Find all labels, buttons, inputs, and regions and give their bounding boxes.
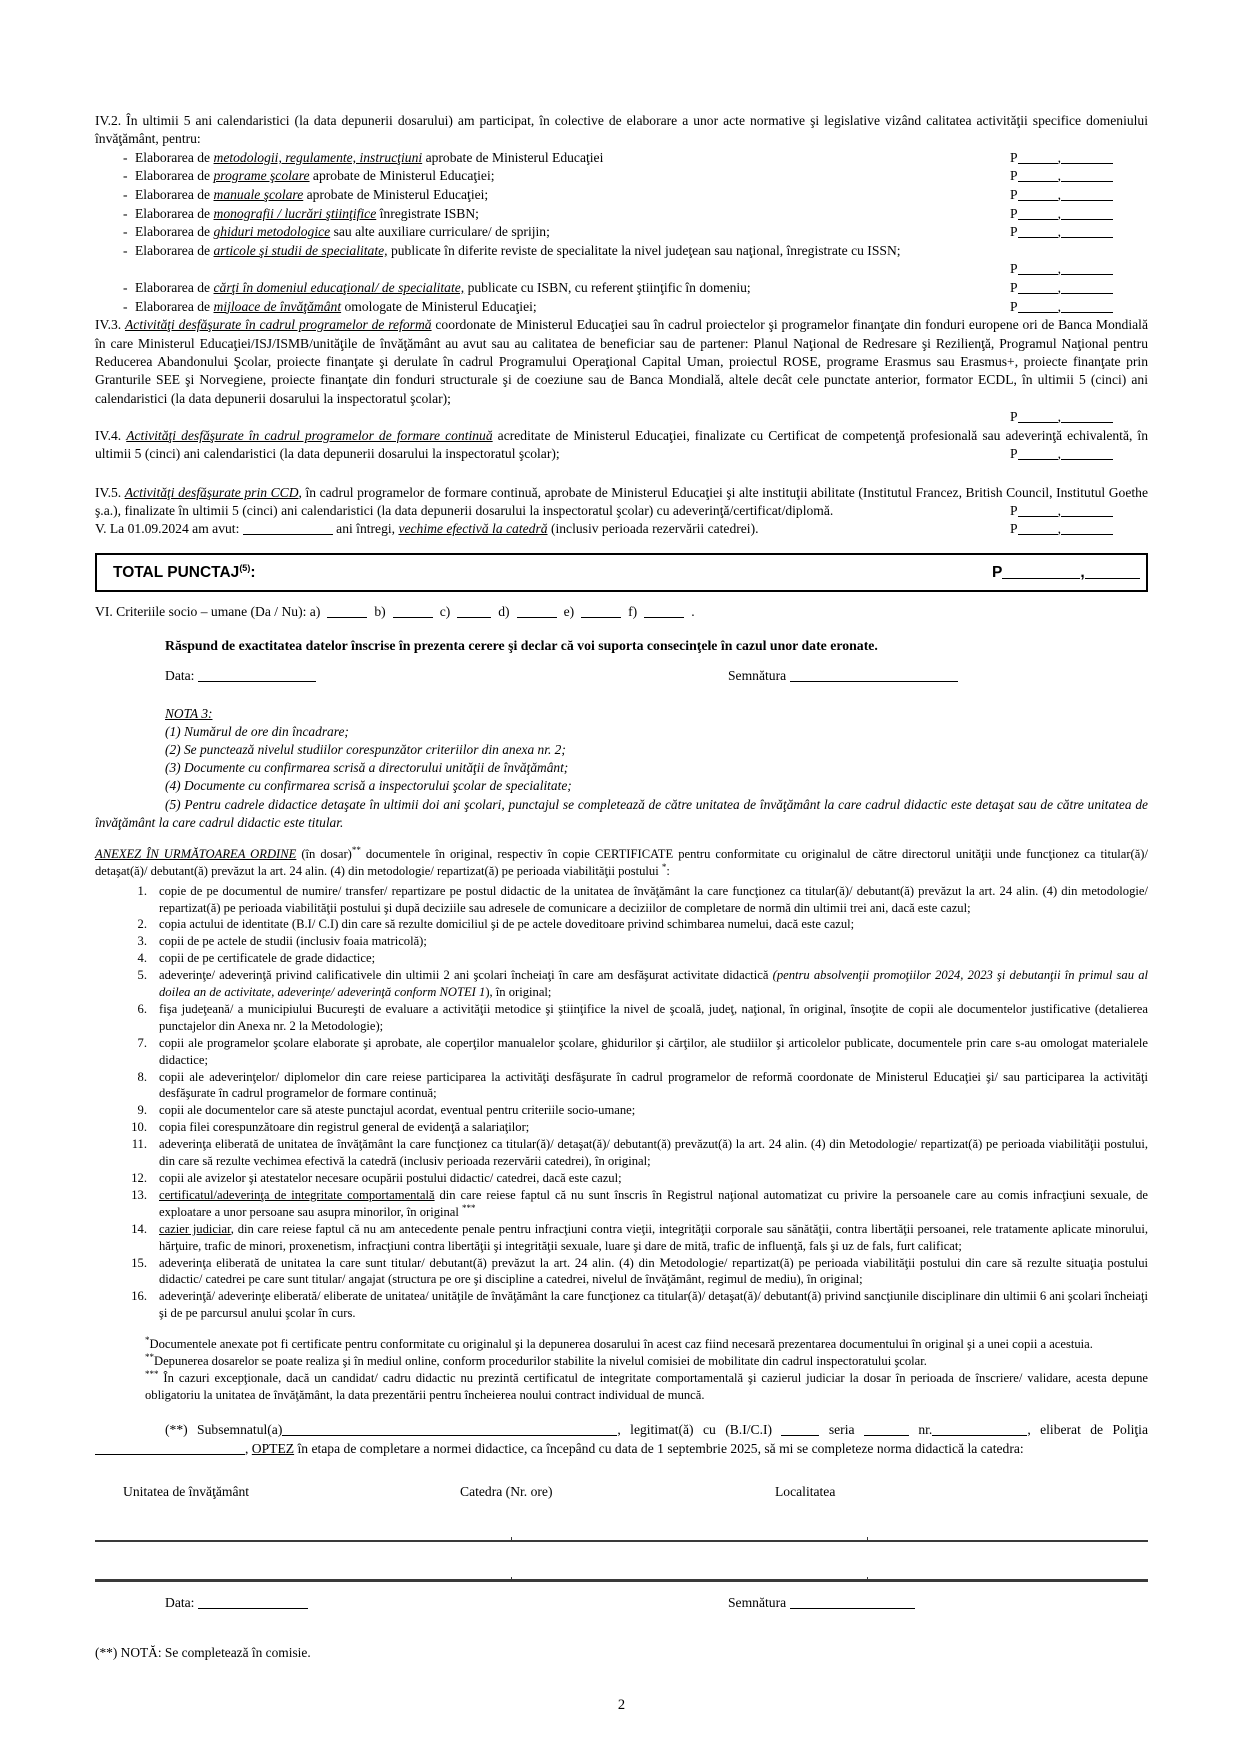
nota3-item: (1) Numărul de ore din încadrare; bbox=[165, 723, 349, 739]
item-emphasis: articole şi studii de specialitate, bbox=[213, 242, 388, 258]
score-field bbox=[1010, 205, 1148, 224]
comma: , bbox=[1057, 521, 1061, 537]
line-vi-intro: VI. Criteriile socio – umane (Da / Nu): a) bbox=[95, 604, 321, 619]
section-number: IV.4. bbox=[95, 427, 127, 443]
blank-field bbox=[517, 613, 557, 618]
item-text-part: aprobate de Ministerul Educaţiei; bbox=[303, 187, 489, 202]
item-text-part: Elaborarea de bbox=[135, 168, 214, 184]
blank-field bbox=[1061, 270, 1113, 275]
p-label: P bbox=[1010, 298, 1018, 314]
item-text-part: aprobate de Ministerul Educaţiei; bbox=[309, 168, 495, 184]
bottom-signature-label: Semnătura bbox=[728, 1595, 787, 1611]
line-vi-letter: b) bbox=[374, 604, 386, 619]
p-label: P bbox=[1010, 261, 1018, 277]
line-vi-letter: f) bbox=[628, 604, 638, 619]
total-score-field bbox=[992, 564, 1130, 582]
doc-number: 15. bbox=[131, 1255, 147, 1270]
nota3-item: (2) Se punctează nivelul studiilor corespunzător criteriilor din anexa nr. 2; bbox=[165, 742, 566, 757]
item-emphasis: mijloace de învăţământ bbox=[213, 298, 342, 314]
item-dash: - bbox=[123, 168, 128, 184]
item-text-part: sau alte auxiliare curriculare/ de sprijin; bbox=[330, 224, 550, 240]
footnote-marker: ** bbox=[145, 1351, 154, 1362]
blank-field bbox=[1002, 574, 1080, 579]
section-title-emphasis: Activităţi desfăşurate prin CCD bbox=[124, 484, 299, 500]
blank-field bbox=[1061, 177, 1113, 182]
item-text bbox=[135, 149, 1010, 168]
p-label: P bbox=[1010, 446, 1018, 462]
blank-field bbox=[932, 1431, 1027, 1436]
doc-text-underlined: certificatul/adeverinţa de integritate comportamentală bbox=[159, 1187, 435, 1202]
item-text-part: Elaborarea de bbox=[135, 224, 214, 240]
page-number: 2 bbox=[617, 1697, 626, 1714]
date-signature-row bbox=[95, 668, 1148, 690]
optez-part: , legitimat(ă) cu (B.I/C.I) bbox=[617, 1421, 773, 1437]
nota3-title: NOTA 3: bbox=[165, 705, 213, 721]
total-box bbox=[95, 553, 1148, 592]
bottom-signature-block bbox=[728, 1595, 915, 1611]
item-text bbox=[135, 186, 1010, 205]
table-header-catedra: Catedra (Nr. ore) bbox=[460, 1484, 553, 1500]
optez-part: în etapa de completare a normei didactice, ca începând cu data de 1 septembrie 2025, să mi se completeze norma didactică la catedra: bbox=[294, 1440, 1024, 1456]
doc-number: 11. bbox=[131, 1137, 147, 1152]
line-v-part: (inclusiv perioada rezervării catedrei). bbox=[547, 521, 759, 537]
item-emphasis: monografii / lucrări ştiinţifice bbox=[213, 205, 377, 221]
doc-text: fişa judeţeană/ a municipiului Bucureşti de evaluare a activităţii metodice şi ştiinţifice la nivel de şcoală, judeţ, naţional, în original, însoţite de copii ale documentelor justificative (detalierea punctajelor din Anexa nr. 2 la Metodologie); bbox=[159, 1001, 1148, 1033]
blank-field bbox=[781, 1431, 819, 1436]
doc-text: copii ale programelor şcolare elaborate şi aprobate, ale coperţilor manualelor şcolare, ghidurilor şi cărţilor, ale studiilor şi articolelor publicate, documentele prin care s-au omologat materialele didactice; bbox=[159, 1035, 1148, 1067]
blank-field bbox=[1061, 159, 1113, 164]
score-field bbox=[1010, 279, 1148, 298]
item-text bbox=[135, 279, 1010, 298]
blank-field bbox=[1061, 455, 1113, 460]
nota3-item: (5) Pentru cadrele didactice detaşate în ultimii doi ani şcolari, punctajul se completează de către unitatea de învăţământ la care cadrul didactic este detaşat sau de către unitatea de învăţământ la care cadrul didactic este titular. bbox=[95, 796, 1148, 830]
score-field bbox=[1010, 298, 1148, 317]
total-superscript: (5) bbox=[239, 562, 251, 573]
p-label: P bbox=[1010, 205, 1018, 221]
item-text-part: Elaborarea de bbox=[135, 279, 214, 295]
item-dash: - bbox=[123, 149, 128, 165]
doc-text: copii ale adeverinţelor/ diplomelor din care reiese participarea la activităţi desfăşurate în cadrul programelor de reformă coordonate de Ministerul Educaţiei şi/ sau participarea la activităţi desfăşurate în cadrul programelor de formare continuă; bbox=[159, 1069, 1148, 1101]
item-emphasis: cărţi în domeniul educaţional/ de specialitate, bbox=[213, 279, 465, 295]
score-field bbox=[1010, 502, 1148, 520]
footnote-marker: * bbox=[145, 1334, 150, 1345]
footnote-text: În cazuri excepţionale, dacă un candidat/ cadru didactic nu prezintă certificatul de integritate comportamentală şi cazierul judiciar la dosar în perioada de înscriere/ validare, acesta depune obligatoriu la unitatea de învăţământ, la data prezentării pentru încheierea noului contract individual de muncă. bbox=[145, 1370, 1148, 1402]
blank-field bbox=[1085, 574, 1140, 579]
item-text-part: Elaborarea de bbox=[135, 187, 214, 202]
doc-text: copii ale documentelor care să ateste punctajul acordat, eventual pentru criteriile socio-umane; bbox=[159, 1103, 636, 1118]
doc-text: copia filei corespunzătoare din registrul general de evidenţă a salariaţilor; bbox=[159, 1120, 530, 1135]
doc-text: copii de pe certificatele de grade didactice; bbox=[159, 951, 376, 966]
line-v-part: ani întregi, bbox=[332, 521, 399, 537]
doc-number: 16. bbox=[131, 1289, 147, 1304]
blank-field bbox=[1018, 308, 1058, 313]
item-dash: - bbox=[123, 298, 128, 314]
declaration: Răspund de exactitatea datelor înscrise în prezenta cerere şi declar că voi suporta consecinţele în cazul unor date eronate. bbox=[165, 637, 878, 653]
optez-part: (**) Subsemnatul(a) bbox=[165, 1421, 283, 1437]
footnote-text: Documentele anexate pot fi certificate pentru conformitate cu originalul şi la depunerea dosarului în acest caz fiind necesară prezentarea documentului în original şi a unei copii a acestuia. bbox=[149, 1337, 1093, 1352]
signature-block bbox=[728, 668, 958, 684]
doc-text-part: , din care reiese faptul că nu am antecedente penale pentru infracţiuni contra vieţii, integrităţii corporale sau sănătăţii, contra libertăţii persoanei, rele tratamente aplicate minorului, hărţuire, trafic de minori, proxenetism, infracţiuni contra libertăţii şi integrităţii sexuale, luare şi dare de mită, trafic de influenţă, fals şi uz de fals, furt calificat; bbox=[159, 1221, 1148, 1253]
doc-text: adeverinţa eliberată de unitatea de învăţământ la care funcţionez ca titular(ă)/ detaşat(ă)/ debutant(ă) prevăzut(ă) la art. 24 alin. (4) din Metodologie/ repartizat(ă) pe perioada viabilităţii postului, din care să rezulte vechimea efectivă la catedră (inclusiv perioada rezervării catedrei), în original; bbox=[159, 1137, 1148, 1169]
score-line bbox=[95, 260, 1148, 279]
doc-text bbox=[159, 967, 1148, 1001]
blank-field bbox=[95, 1450, 245, 1455]
item-text-part: publicate cu ISBN, cu referent ştiinţific în domeniu; bbox=[464, 279, 751, 295]
score-field bbox=[1010, 520, 1148, 539]
blank-field bbox=[1018, 196, 1058, 201]
item-text-part: aprobate de Ministerul Educaţiei bbox=[422, 149, 604, 165]
doc-item bbox=[95, 1221, 1148, 1255]
blank-field bbox=[457, 613, 491, 618]
optez-part: seria bbox=[828, 1421, 855, 1437]
footnote-marker: *** bbox=[145, 1368, 159, 1379]
p-label: P bbox=[1010, 149, 1018, 165]
p-label: P bbox=[1010, 521, 1018, 537]
section-body: acreditate de Ministerul Educaţiei, finalizate cu Certificat de competenţă profesională sau adeverinţă echivalentă, în ultimii 5 (cinci) ani calendaristici (la data depunerii dosarului la inspectoratul şcolar); bbox=[95, 427, 1148, 462]
comma: , bbox=[1057, 279, 1061, 295]
doc-item bbox=[95, 1170, 1148, 1187]
doc-number: 1. bbox=[137, 883, 147, 898]
list-item bbox=[95, 149, 1148, 168]
doc-item bbox=[95, 950, 1148, 967]
item-text-part: Elaborarea de bbox=[135, 298, 214, 314]
p-label: P bbox=[992, 564, 1003, 581]
item-text bbox=[135, 242, 1148, 261]
item-emphasis: metodologii, regulamente, instrucţiuni bbox=[213, 149, 423, 165]
doc-item bbox=[95, 1001, 1148, 1035]
doc-number: 2. bbox=[137, 917, 147, 932]
item-text bbox=[135, 223, 1010, 242]
blank-field bbox=[790, 1604, 915, 1609]
score-field bbox=[1010, 445, 1148, 463]
doc-item bbox=[95, 1102, 1148, 1119]
table-column-tick bbox=[867, 1537, 868, 1541]
comma: , bbox=[1057, 446, 1061, 462]
section-body: coordonate de Ministerul Educaţiei sau în cadrul proiectelor şi programelor finanţate din fonduri europene ori de Banca Mondială în care Ministerul Educaţiei/ISJ/ISMB/unităţile de învăţământ au avut sau au calitatea de beneficiar sau de partener: Planul Naţional de Redresare şi Rezilienţă, Programul Naţional pentru Reducerea Abandonului Şcolar, proiecte finanţate şi derulate în cadrul Programului Operaţional Capital Uman, proiectul ROSE, programe Erasmus sau Erasmus+, proiecte finanţate prin Granturile SEE şi Norvegiene, proiecte finanţate din fonduri structurale şi de coeziune sau de Banca Mondială, altele decât cele punctate anterior, formator ECDL, în ultimii 5 (cinci) ani calendaristici (la data depunerii dosarului la inspectoratul şcolar); bbox=[95, 317, 1148, 406]
list-item bbox=[95, 167, 1148, 186]
item-text-part: publicate în diferite reviste de specialitate la nivel judeţean sau naţional, înregistrate cu ISSN; bbox=[387, 242, 901, 258]
doc-number: 10. bbox=[131, 1120, 147, 1135]
blank-field bbox=[1061, 530, 1113, 535]
anexez-part: documentele în original, respectiv în copie CERTIFICATE pentru conformitate cu originalul de către directorul unităţii unde funcţionez ca titular(ă)/ detaşat(ă)/ debutant(ă) prevăzut la art. 24 alin. (4) din metodologie/ repartizat(ă) pe perioada viabilităţii postului bbox=[95, 847, 1148, 878]
table-column-tick bbox=[511, 1537, 512, 1541]
doc-number: 6. bbox=[137, 1001, 147, 1016]
optez-paragraph bbox=[95, 1421, 1148, 1459]
list-item bbox=[95, 223, 1148, 242]
line-vi-letter: d) bbox=[498, 604, 510, 619]
item-text bbox=[135, 298, 1010, 317]
total-colon: : bbox=[250, 564, 256, 581]
blank-field bbox=[198, 677, 316, 682]
blank-field bbox=[1061, 289, 1113, 294]
nota3-block bbox=[95, 705, 1148, 832]
footnote bbox=[145, 1370, 1148, 1404]
blank-field bbox=[1061, 418, 1113, 423]
doc-item bbox=[95, 1119, 1148, 1136]
blank-field bbox=[1061, 512, 1113, 517]
blank-field bbox=[327, 613, 367, 618]
blank-field bbox=[1018, 530, 1058, 535]
doc-text-italic: (pentru absolvenţii promoţiilor 2024, 2023 şi debutanţii în primul sau al doilea an de activitate, adeverinţe/ adeverinţă conform NOTEI 1 bbox=[159, 968, 1148, 1000]
signature-label: Semnătura bbox=[728, 667, 787, 683]
item-dash: - bbox=[123, 224, 128, 240]
section-title-emphasis: Activităţi desfăşurate în cadrul programelor de formare continuă bbox=[126, 427, 493, 443]
doc-item bbox=[95, 1288, 1148, 1322]
optez-part: , eliberat de Poliţia bbox=[1027, 1421, 1148, 1437]
doc-number: 13. bbox=[131, 1187, 147, 1202]
section-body: , în cadrul programelor de formare continuă, aprobate de Ministerul Educaţiei şi alte instituţii abilitate (Institutul Francez, British Council, Institutul Goethe ş.a.), finalizate în ultimii 5 (cinci) ani calendaristici (la data depunerii dosarului la inspectoratul şcolar) cu adeverinţă/certificat/diplomă. bbox=[95, 484, 1148, 518]
blank-field bbox=[243, 530, 333, 535]
comma: , bbox=[1057, 168, 1061, 184]
section-iv5 bbox=[95, 484, 1148, 521]
doc-item bbox=[95, 1187, 1148, 1221]
doc-number: 9. bbox=[137, 1103, 147, 1118]
blank-field bbox=[581, 613, 621, 618]
nota3-item: (3) Documente cu confirmarea scrisă a directorului unităţii de învăţământ; bbox=[165, 760, 569, 776]
score-field bbox=[1010, 186, 1148, 205]
optez-part: nr. bbox=[918, 1421, 933, 1437]
score-field bbox=[1010, 408, 1148, 427]
footnote bbox=[145, 1336, 1148, 1353]
blank-field bbox=[1018, 177, 1058, 182]
table-header-localitate: Localitatea bbox=[775, 1484, 836, 1500]
list-item bbox=[95, 186, 1148, 205]
anexez-part: : bbox=[666, 863, 670, 878]
table-line bbox=[95, 1579, 1148, 1582]
line-vi-end: . bbox=[691, 604, 695, 619]
blank-field bbox=[1061, 196, 1113, 201]
anexez-superscript: ** bbox=[351, 844, 361, 855]
optez-word: OPTEZ bbox=[251, 1440, 295, 1456]
section-iv3 bbox=[95, 316, 1148, 408]
nota3-item: (4) Documente cu confirmarea scrisă a inspectorului şcolar de specialitate; bbox=[165, 778, 572, 794]
blank-field bbox=[198, 1604, 308, 1609]
footnote-text: Depunerea dosarelor se poate realiza şi în mediul online, conform procedurilor stabilite la nivelul comisiei de mobilitate din cadrul inspectoratului şcolar. bbox=[154, 1354, 927, 1369]
doc-number: 4. bbox=[137, 951, 147, 966]
doc-text: copii ale avizelor şi atestatelor necesare ocupării postului didactic/ catedrei, dacă este cazul; bbox=[159, 1171, 622, 1186]
page-content bbox=[95, 112, 1148, 1714]
doc-text: copia actului de identitate (B.I/ C.I) din care să rezulte domiciliul şi de pe actele doveditoare privind schimbarea numelui, dacă este cazul; bbox=[159, 917, 855, 932]
comma: , bbox=[1057, 224, 1061, 240]
table-header-unit: Unitatea de învăţământ bbox=[123, 1484, 250, 1500]
section-iv4 bbox=[95, 427, 1148, 464]
doc-number: 12. bbox=[131, 1171, 147, 1186]
blank-field bbox=[790, 677, 958, 682]
date-label: Data: bbox=[165, 667, 195, 683]
doc-text: copie de pe documentul de numire/ transfer/ repartizare pe postul didactic de la unitatea de învăţământ la care funcţionez ca titular(ă)/ debutant(ă) prevăzut la art. 24 alin. (4) din metodologie/ repartizat(ă) pe perioada viabilităţii postului şi după deciziile sau adresele de comunicare a deciziilor de completare de normă din ultimii trei ani, dacă este cazul; bbox=[159, 883, 1148, 915]
score-field bbox=[1010, 223, 1148, 242]
line-v-text bbox=[95, 520, 1010, 539]
optez-part: , bbox=[245, 1440, 252, 1456]
blank-field bbox=[1018, 215, 1058, 220]
blank-field bbox=[644, 613, 684, 618]
blank-field bbox=[1061, 233, 1113, 238]
doc-text-part: ), în original; bbox=[485, 985, 552, 1000]
p-label: P bbox=[1010, 503, 1018, 518]
section-number: IV.5. bbox=[95, 484, 125, 500]
doc-text-underlined: cazier judiciar bbox=[159, 1221, 231, 1236]
doc-item bbox=[95, 1255, 1148, 1289]
doc-text: copii de pe actele de studii (inclusiv foaia matricolă); bbox=[159, 934, 427, 949]
blank-field bbox=[1018, 159, 1058, 164]
anexez-paragraph bbox=[95, 846, 1148, 880]
p-label: P bbox=[1010, 187, 1018, 202]
line-vi-letter: c) bbox=[439, 604, 451, 619]
doc-item bbox=[95, 883, 1148, 917]
p-label: P bbox=[1010, 224, 1018, 240]
item-dash: - bbox=[123, 279, 128, 295]
section-title-emphasis: Activităţi desfăşurate în cadrul programelor de reformă bbox=[125, 317, 432, 333]
blank-field bbox=[1018, 289, 1058, 294]
doc-item bbox=[95, 933, 1148, 950]
p-label: P bbox=[1010, 279, 1018, 295]
doc-number: 8. bbox=[137, 1069, 147, 1084]
doc-item bbox=[95, 916, 1148, 933]
item-text-part: omologate de Ministerul Educaţiei; bbox=[341, 298, 537, 314]
blank-field bbox=[864, 1431, 909, 1436]
blank-field bbox=[282, 1431, 617, 1436]
section-iv2-intro: IV.2. În ultimii 5 ani calendaristici (la data depunerii dosarului) am participat, în colective de elaborare a unor acte normative şi legislative vizând calitatea activităţii specifice domeniului învăţământ, pentru: bbox=[95, 113, 1148, 147]
item-emphasis: programe şcolare bbox=[213, 168, 310, 184]
blank-field bbox=[1018, 418, 1058, 423]
comma: , bbox=[1080, 564, 1085, 581]
doc-number: 3. bbox=[137, 934, 147, 949]
blank-field bbox=[1018, 512, 1058, 517]
item-dash: - bbox=[123, 242, 128, 258]
doc-number: 7. bbox=[137, 1035, 147, 1050]
doc-text-part: adeverinţe/ adeverinţă privind calificativele din ultimii 2 ani şcolari încheiaţi în care am desfăşurat activitate didactică bbox=[159, 968, 773, 983]
comma: , bbox=[1057, 503, 1061, 518]
bottom-data-label: Data: bbox=[165, 1595, 195, 1611]
bottom-note: (**) NOTĂ: Se completează în comisie. bbox=[95, 1645, 311, 1661]
doc-item bbox=[95, 1035, 1148, 1069]
table-column-tick bbox=[511, 1577, 512, 1581]
doc-item bbox=[95, 1136, 1148, 1170]
table-line bbox=[95, 1540, 1148, 1542]
blank-field bbox=[1018, 233, 1058, 238]
bottom-date-signature-row bbox=[95, 1595, 1148, 1617]
table-header-row bbox=[95, 1484, 1148, 1504]
anexez-part: (în dosar) bbox=[296, 847, 352, 862]
list-item bbox=[95, 279, 1148, 298]
documents-list bbox=[95, 883, 1148, 1323]
item-text-part: Elaborarea de bbox=[135, 149, 214, 165]
list-item bbox=[95, 242, 1148, 261]
item-dash: - bbox=[123, 187, 128, 202]
doc-text: adeverinţă/ adeverinţe eliberată/ eliberate de unitatea/ unităţile de învăţământ la care funcţionez ca titular(ă)/ detaşat(ă)/ debutant(ă) privind sancţiunile disciplinare din ultimii 6 ani şcolari încheiaţi şi de pe parcursul anului şcolar în curs. bbox=[159, 1289, 1148, 1321]
blank-field bbox=[1061, 215, 1113, 220]
doc-text bbox=[159, 1187, 1148, 1221]
doc-item bbox=[95, 1069, 1148, 1103]
doc-number: 5. bbox=[137, 968, 147, 983]
item-emphasis: ghiduri metodologice bbox=[213, 224, 331, 240]
comma: , bbox=[1057, 298, 1061, 314]
comma: , bbox=[1057, 261, 1061, 277]
line-v-emphasis: vechime efectivă la catedră bbox=[398, 521, 548, 537]
line-vi bbox=[95, 603, 1148, 622]
list-item bbox=[95, 205, 1148, 224]
item-text bbox=[135, 205, 1010, 224]
blank-field bbox=[1018, 270, 1058, 275]
blank-field bbox=[393, 613, 433, 618]
doc-text bbox=[159, 1221, 1148, 1255]
blank-field bbox=[1061, 308, 1113, 313]
item-text-part: Elaborarea de bbox=[135, 205, 214, 221]
comma: , bbox=[1057, 205, 1061, 221]
doc-text: adeverinţa eliberată de unitatea la care sunt titular/ debutant(ă) prevăzut la art. 24 alin. (4) din Metodologie/ repartizat(ă) pe perioada viabilităţii postului din care să rezulte situaţia postului didactic/ catedrei pe care sunt titular/ angajat (structura pe ore şi discipline a catedrei, nivelul de învăţământ, regimul de mediu), în original; bbox=[159, 1255, 1148, 1287]
line-v bbox=[95, 520, 1148, 539]
table-column-tick bbox=[867, 1577, 868, 1581]
item-text bbox=[135, 167, 1010, 186]
doc-superscript: *** bbox=[462, 1202, 476, 1213]
comma: , bbox=[1057, 187, 1061, 202]
total-label-text: TOTAL PUNCTAJ bbox=[113, 564, 240, 581]
footnotes-block bbox=[145, 1336, 1148, 1404]
p-label: P bbox=[1010, 168, 1018, 184]
score-line bbox=[95, 408, 1148, 427]
comma: , bbox=[1057, 409, 1061, 425]
line-vi-letter: e) bbox=[563, 604, 575, 619]
p-label: P bbox=[1010, 409, 1018, 425]
section-number: IV.3. bbox=[95, 317, 125, 333]
score-field bbox=[1010, 167, 1148, 186]
score-field bbox=[1010, 260, 1148, 279]
doc-number: 14. bbox=[131, 1221, 147, 1236]
score-field bbox=[1010, 149, 1148, 168]
anexez-title: ANEXEZ ÎN URMĂTOAREA ORDINE bbox=[95, 847, 297, 862]
list-item bbox=[95, 298, 1148, 317]
item-text-part: înregistrate ISBN; bbox=[376, 205, 479, 221]
blank-field bbox=[1018, 455, 1058, 460]
item-dash: - bbox=[123, 205, 128, 221]
item-emphasis: manuale şcolare bbox=[213, 187, 304, 202]
total-label bbox=[113, 564, 255, 582]
item-text-part: Elaborarea de bbox=[135, 242, 214, 258]
footnote bbox=[145, 1353, 1148, 1370]
line-v-part: V. La 01.09.2024 am avut: bbox=[95, 521, 243, 537]
comma: , bbox=[1057, 149, 1061, 165]
anexez-superscript: * bbox=[661, 861, 667, 872]
doc-text-part: din care reiese faptul că nu sunt înscris în Registrul naţional automatizat cu privire la persoanele care au comis infracţiuni sexuale, de exploatare a unor persoane sau asupra minorilor, în original bbox=[159, 1187, 1149, 1219]
doc-item bbox=[95, 967, 1148, 1001]
